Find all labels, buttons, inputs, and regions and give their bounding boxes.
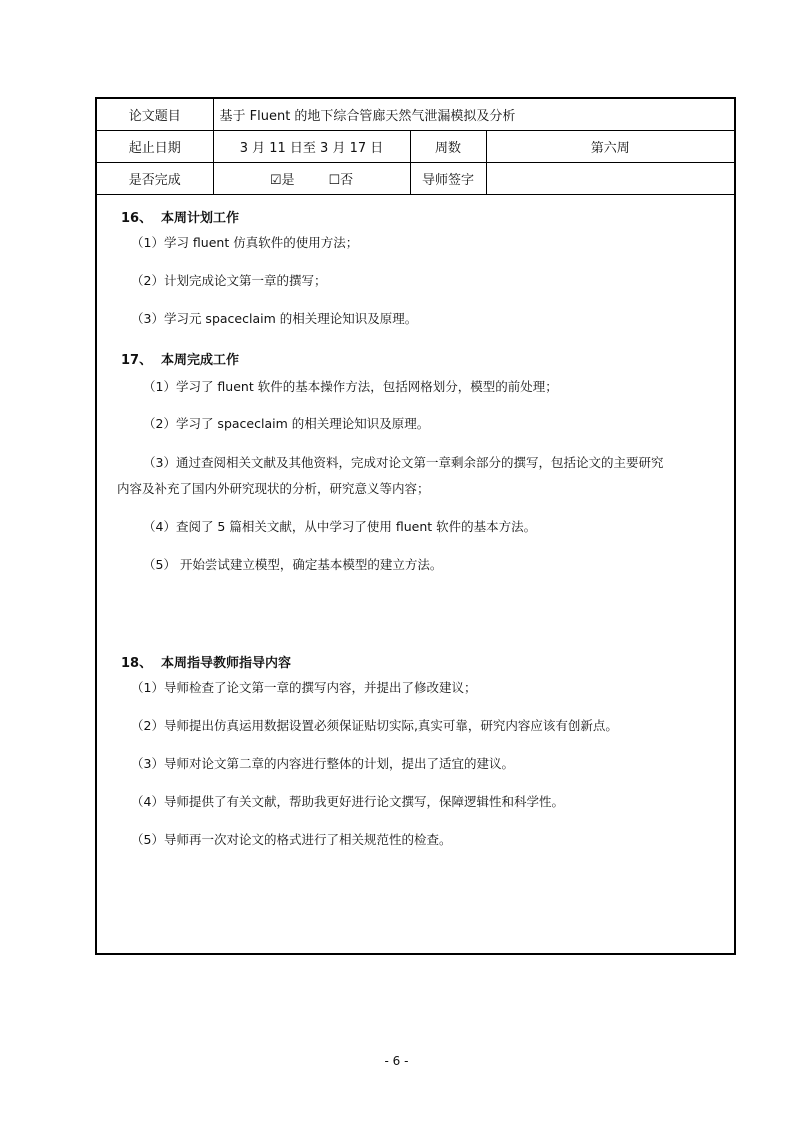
guidance-item: （5）导师再一次对论文的格式进行了相关规范性的检查。	[131, 832, 452, 847]
dates-label: 起止日期	[97, 131, 213, 163]
yes-checkbox[interactable]: ☑是	[269, 173, 295, 188]
done-item-continued: 内容及补充了国内外研究现状的分析，研究意义等内容；	[117, 481, 430, 496]
done-number: 17、	[121, 353, 153, 368]
plan-number: 16、	[121, 211, 153, 226]
thesis-title-label: 论文题目	[97, 99, 213, 131]
done-item: （1）学习了 fluent 软件的基本操作方法，包括网格划分，模型的前处理；	[143, 379, 558, 394]
done-item: （3）通过查阅相关文献及其他资料，完成对论文第一章剩余部分的撰写，包括论文的主要研究	[143, 455, 664, 470]
plan-item: （2）计划完成论文第一章的撰写；	[131, 273, 327, 288]
page-number: - 6 -	[384, 1054, 409, 1068]
thesis-title-value: 基于 Fluent 的地下综合管廊天然气泄漏模拟及分析	[213, 99, 734, 131]
info-table	[97, 99, 734, 195]
plan-heading	[121, 207, 239, 226]
weekly-report-frame	[95, 97, 736, 955]
guidance-heading	[121, 652, 291, 671]
done-item: （4）查阅了 5 篇相关文献，从中学习了使用 fluent 软件的基本方法。	[143, 519, 537, 534]
done-item: （5） 开始尝试建立模型，确定基本模型的建立方法。	[143, 557, 443, 572]
done-heading	[121, 349, 239, 368]
guidance-item: （1）导师检查了论文第一章的撰写内容，并提出了修改建议；	[131, 680, 477, 695]
plan-item: （1）学习 fluent 仿真软件的使用方法；	[131, 235, 359, 250]
guidance-item: （3）导师对论文第二章的内容进行整体的计划，提出了适宜的建议。	[131, 756, 514, 771]
plan-title: 本周计划工作	[161, 211, 240, 226]
week-value: 第六周	[486, 131, 734, 163]
supervisor-sign-value	[486, 163, 734, 195]
plan-item: （3）学习元 spaceclaim 的相关理论知识及原理。	[131, 311, 418, 326]
no-checkbox[interactable]: ☐否	[328, 173, 354, 188]
dates-row	[97, 131, 734, 163]
completion-label: 是否完成	[97, 163, 213, 195]
guidance-item: （2）导师提出仿真运用数据设置必须保证贴切实际,真实可靠，研究内容应该有创新点。	[131, 718, 618, 733]
supervisor-sign-label: 导师签字	[410, 163, 486, 195]
week-label: 周数	[410, 131, 486, 163]
guidance-title: 本周指导教师指导内容	[161, 656, 292, 671]
done-title: 本周完成工作	[161, 353, 240, 368]
done-item: （2）学习了 spaceclaim 的相关理论知识及原理。	[143, 416, 430, 431]
completion-options	[213, 163, 410, 195]
status-row	[97, 163, 734, 195]
dates-value: 3 月 11 日至 3 月 17 日	[213, 131, 410, 163]
title-row	[97, 99, 734, 131]
guidance-item: （4）导师提供了有关文献，帮助我更好进行论文撰写，保障逻辑性和科学性。	[131, 794, 564, 809]
guidance-number: 18、	[121, 656, 153, 671]
